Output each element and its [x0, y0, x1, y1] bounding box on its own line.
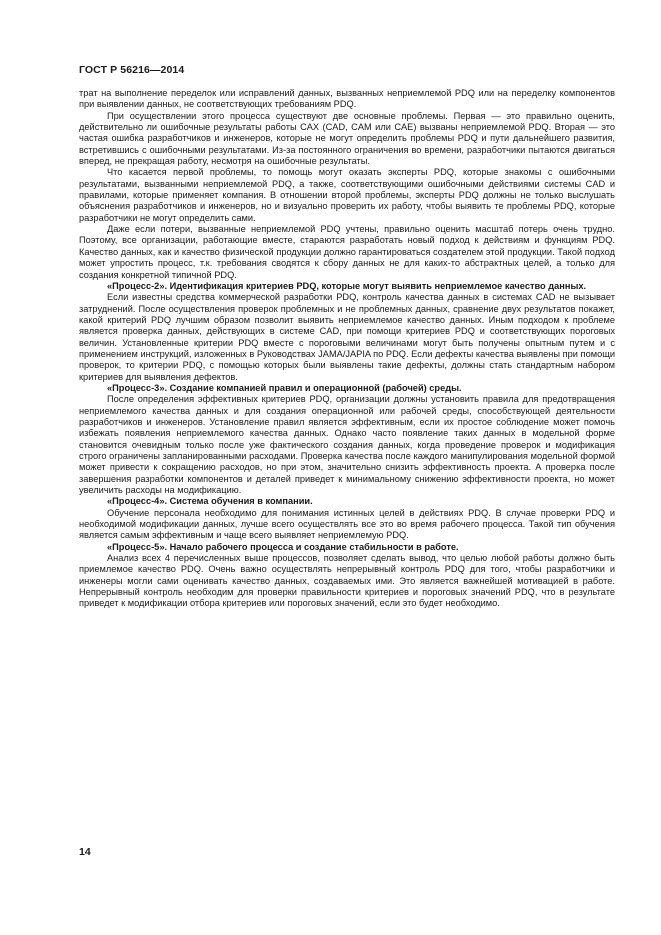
body-text — [79, 88, 615, 610]
paragraph: Что касается первой проблемы, то помощь могут оказать эксперты PDQ, которые знакомы с ошибочными результатами, вызванными неприемлемой PDQ, а также, соответствующими ошибочными действиями системы CAD и правилами, которые применяет компания. В отношении второй проблемы, эксперты PDQ должны не только выслушать объяснения разработчиков и инженеров, но и визуально проверить их работу, чтобы выявить те проблемы PDQ, которые разработчики не могут определить сами. — [79, 167, 615, 223]
section-heading-process-5: «Процесс-5». Начало рабочего процесса и создание стабильности в работе. — [107, 541, 459, 552]
paragraph: Обучение персонала необходимо для понимания истинных целей в действиях PDQ. В случае проверки PDQ и необходимой модификации данных, лучше всего осуществлять все это во время рабочего процесса. Такой тип обучения является самым эффективным и чаще всего выявляет неприемлемую PDQ. — [79, 507, 615, 541]
paragraph: Даже если потери, вызванные неприемлемой PDQ учтены, правильно оценить масштаб потерь очень трудно. Поэтому, все организации, работающие вместе, стараются разработать новый подход к действиям и функциям PDQ. Качество данных, как и качество физической продукции должно гарантироваться создателем этой продукции. Такой подход может упростить процесс, т.к. требования сводятся к сбору данных не для каких-то абстрактных целей, а только для создания конкретной типичной PDQ. — [79, 224, 615, 280]
section-heading-process-3: «Процесс-3». Создание компанией правил и операционной (рабочей) среды. — [107, 382, 462, 393]
paragraph-continuation: трат на выполнение переделок или исправлений данных, вызванных неприемлемой PDQ или на переделку компонентов при выявлении данных, не соответствующих требованиям PDQ. — [79, 88, 615, 110]
section-heading-process-4: «Процесс-4». Система обучения в компании. — [107, 496, 313, 507]
page-number: 14 — [79, 846, 91, 858]
document-header: ГОСТ Р 56216—2014 — [79, 64, 185, 76]
section-heading-process-2: «Процесс-2». Идентификация критериев PDQ, которые могут выявить неприемлемое качество данных. — [107, 280, 587, 291]
paragraph: При осуществлении этого процесса существуют две основные проблемы. Первая — это правильно оценить, действительно ли ошибочные результаты работы CAX (CAD, CAM или CAE) вызваны неприемлемой PDQ. Вторая — это частая ошибка разработчиков и инженеров, которые не могут определить проблемы PDQ и пути дальнейшего развития, встретившись с ошибочными результатами. Из-за постоянного ограничения во времени, разработчики пытаются двигаться вперед, не прекращая работу, несмотря на ошибочные результаты. — [79, 110, 615, 167]
paragraph: Если известны средства коммерческой разработки PDQ, контроль качества данных в системах CAD не вызывает затруднений. После осуществления проверок проблемных и не проблемных данных, сравнение двух результатов покажет, какой критерий PDQ лучшим образом позволит выявить неприемлемое качество данных. Иным подходом к проблеме является проверка данных, действующих в системе CAD, при помощи критериев PDQ и соответствующих пороговых величин. Установленные критерии PDQ вместе с пороговыми величинами могут быть получены опытным путем и с применением инструкций, изложенных в Руководствах JAMA/JAPIA по PDQ. Если дефекты качества выявлены при помощи проверок, то критерии PDQ, с помощью которых были выявлены такие дефекты, должны стать стандартным набором критериев для выявления дефектов. — [79, 292, 615, 382]
paragraph: Анализ всех 4 перечисленных выше процессов, позволяет сделать вывод, что целью любой работы должно быть приемлемое качество PDQ. Очень важно осуществлять непрерывный контроль PDQ для того, чтобы разработчики и инженеры могли сами оценивать качество данных, создаваемых ими. Это является важнейшей мотивацией в работе. Непрерывный контроль необходим для проверки правильности критериев и пороговых значений PDQ, что в результате приведет к модификации отбора критериев или пороговых значений, если это будет необходимо. — [79, 553, 615, 609]
paragraph: После определения эффективных критериев PDQ, организации должны установить правила для предотвращения неприемлемого качества данных и для создания операционной или рабочей среды, способствующей деятельности разработчиков и инженеров. Установление правил является эффективным, если их простое соблюдение может помочь избежать появления неприемлемого качества данных. Однако часто появление таких данных в модельной форме становится очевидным только после уже фактического создания данных, когда проведение проверок и модификация строго ограничены запланированными расходами. Проверка качества после каждого манипулирования модельной формой может привести к сокращению расходов, но при этом, значительно снизить эффективность проекта. А проверка после завершения разработки компонентов и деталей приведет к минимальному снижению эффективности проекта, но может увеличить расходы на модификацию. — [79, 394, 615, 496]
